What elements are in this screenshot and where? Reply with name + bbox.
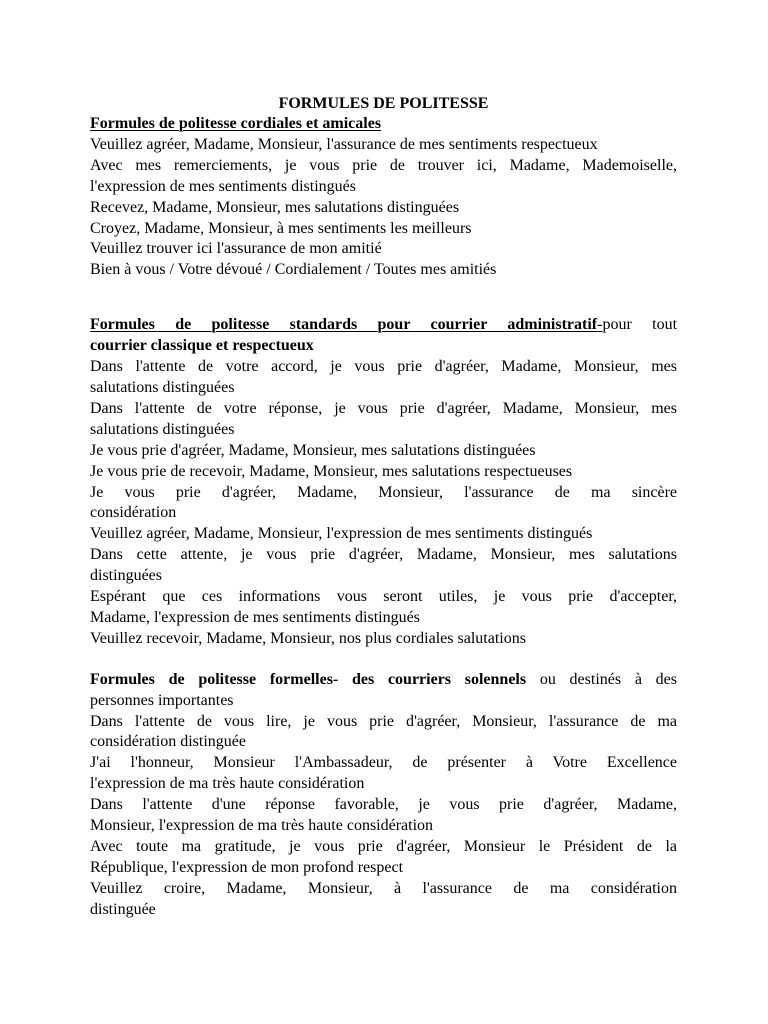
section-heading-standards-tail: pour tout xyxy=(602,316,678,334)
text-line: salutations distinguées xyxy=(90,378,235,396)
text-line: République, l'expression de mon profond respect xyxy=(90,858,404,876)
section-heading-standards-line2: courrier classique et respectueux xyxy=(90,337,314,355)
section-heading-formelles xyxy=(90,670,677,691)
text-line: Espérant que ces informations vous seront utiles, je vous prie d'accepter, xyxy=(90,588,677,606)
text-line: Bien à vous / Votre dévoué / Cordialement / Toutes mes amitiés xyxy=(90,261,497,279)
section-spacer xyxy=(90,281,677,315)
section-heading-standards-text: Formules de politesse standards pour courrier administratif xyxy=(90,316,598,334)
section-heading-cordiales-text: Formules de politesse cordiales et amicales xyxy=(90,115,382,132)
document-page xyxy=(90,94,677,921)
text-line: salutations distinguées xyxy=(90,420,235,438)
text-line: l'expression de mes sentiments distingués xyxy=(90,177,356,195)
section-heading-formelles-line2: personnes importantes xyxy=(90,691,234,709)
text-line: distinguée xyxy=(90,900,156,918)
document-title: FORMULES DE POLITESSE xyxy=(278,95,489,112)
section-heading-standards xyxy=(90,315,677,336)
section-heading-standards-dash: - xyxy=(597,316,603,334)
text-line: Je vous prie d'agréer, Madame, Monsieur, mes salutations distinguées xyxy=(90,441,536,459)
section-spacer xyxy=(90,650,677,670)
section-heading-formelles-text: Formules de politesse formelles- xyxy=(90,670,339,688)
text-line: Veuillez recevoir, Madame, Monsieur, nos plus cordiales salutations xyxy=(90,629,526,647)
text-line: Je vous prie d'agréer, Madame, Monsieur, l'assurance de ma sincère xyxy=(90,483,677,501)
text-line: Dans cette attente, je vous prie d'agréer, Madame, Monsieur, mes salutations xyxy=(90,546,677,564)
text-line: Avec mes remerciements, je vous prie de trouver ici, Madame, Mademoiselle, xyxy=(90,156,677,174)
text-line: l'expression de ma très haute considération xyxy=(90,775,365,793)
text-line: distinguées xyxy=(90,567,162,585)
text-line: Monsieur, l'expression de ma très haute considération xyxy=(90,817,434,835)
text-line: Dans l'attente de votre accord, je vous prie d'agréer, Madame, Monsieur, mes xyxy=(90,358,677,376)
section-heading-cordiales xyxy=(90,114,677,135)
text-line: Dans l'attente de vous lire, je vous prie d'agréer, Monsieur, l'assurance de ma xyxy=(90,712,677,730)
text-line: Madame, l'expression de mes sentiments distingués xyxy=(90,608,420,626)
text-line: considération distinguée xyxy=(90,733,246,751)
section-heading-formelles-text2: des courriers solennels xyxy=(351,670,527,688)
text-line: J'ai l'honneur, Monsieur l'Ambassadeur, de présenter à Votre Excellence xyxy=(90,754,677,772)
text-line: considération xyxy=(90,504,177,522)
text-line: Veuillez agréer, Madame, Monsieur, l'expression de mes sentiments distingués xyxy=(90,525,593,543)
text-line: Recevez, Madame, Monsieur, mes salutations distinguées xyxy=(90,198,460,216)
section-heading-formelles-tail: ou destinés à des xyxy=(539,670,677,688)
text-line: Avec toute ma gratitude, je vous prie d'agréer, Monsieur le Président de la xyxy=(90,838,677,855)
text-line: Je vous prie de recevoir, Madame, Monsieur, mes salutations respectueuses xyxy=(90,462,573,480)
text-line: Veuillez agréer, Madame, Monsieur, l'assurance de mes sentiments respectueux xyxy=(90,135,598,153)
text-line: Veuillez croire, Madame, Monsieur, à l'assurance de ma considération xyxy=(90,879,677,897)
text-line: Dans l'attente d'une réponse favorable, je vous prie d'agréer, Madame, xyxy=(90,796,677,814)
text-line: Croyez, Madame, Monsieur, à mes sentiments les meilleurs xyxy=(90,219,472,237)
text-line: Dans l'attente de votre réponse, je vous prie d'agréer, Madame, Monsieur, mes xyxy=(90,399,677,417)
text-line: Veuillez trouver ici l'assurance de mon amitié xyxy=(90,240,382,258)
